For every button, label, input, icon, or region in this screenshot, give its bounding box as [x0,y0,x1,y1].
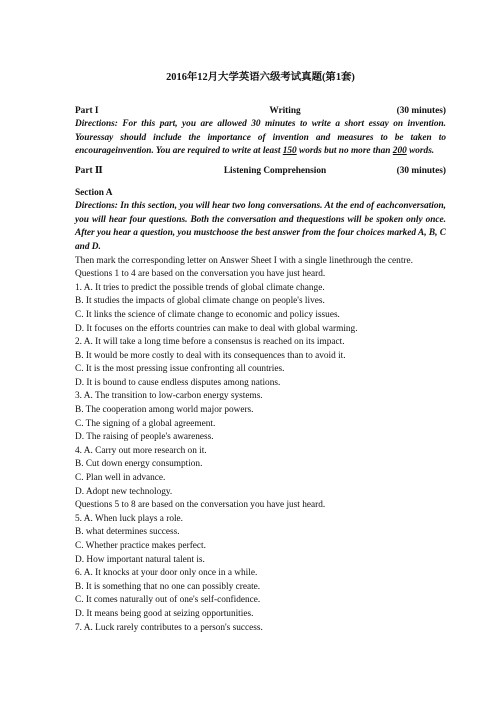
list-item: B. It is something that no one can possibly create. [75,581,261,592]
part1-directions-text-b: words but no more than [296,146,393,157]
part2-header [75,165,446,179]
part1-directions [75,118,446,159]
list-item: D. How important natural talent is. [75,554,205,565]
list-item: B. Cut down energy consumption. [75,459,203,470]
part1-directions-label: Directions: [75,119,118,130]
list-item: 6. A. It knocks at your door only once in a while. [75,568,258,579]
section-a-heading: Section A [75,187,113,198]
section-a-directions [75,200,446,254]
list-item: D. It means being good at seizing opportunities. [75,608,254,619]
list-item: C. It comes naturally out of one's self-confidence. [75,595,261,606]
list-item: B. The cooperation among world major powers. [75,405,254,416]
list-item: Questions 5 to 8 are based on the conversation you have just heard. [75,500,326,511]
list-item: B. It studies the impacts of global climate change on people's lives. [75,296,325,307]
list-item: D. The raising of people's awareness. [75,432,214,443]
part2-time: (30 minutes) [396,165,446,176]
list-item: D. It focuses on the efforts countries can make to deal with global warming. [75,323,358,334]
page-title: 2016年12月大学英语六级考试真题(第1套) [166,72,355,83]
part1-name: Writing [269,105,301,116]
part1-label: Part I [75,105,99,116]
list-item: 7. A. Luck rarely contributes to a person's success. [75,622,263,633]
section-a-directions-text: In this section, you will hear two long conversations. At the end of eachconversation, you will hear four questions. Both the conversation and thequestions will be spoken only once. After you hear a question, you mustchoose the best answer from the four choices marked A, B, C and D. [75,201,446,252]
part1-time: (30 minutes) [396,105,446,116]
question-list [75,268,446,635]
section-a-instruction: Then mark the corresponding letter on Answer Sheet I with a single linethrough the centre. [75,255,413,266]
list-item: 5. A. When luck plays a role. [75,513,184,524]
list-item: 2. A. It will take a long time before a consensus is reached on its impact. [75,337,345,348]
list-item: Questions 1 to 4 are based on the conversation you have just heard. [75,269,326,280]
list-item: D. Adopt new technology. [75,486,173,497]
list-item: C. It is the most pressing issue confronting all countries. [75,364,285,375]
list-item: 3. A. The transition to low-carbon energy systems. [75,391,263,402]
part1-directions-text-a: For this part, you are allowed 30 minutes to write a short essay on invention. Youressay should include the importance of invention and measures to be taken to encourageinvention. You are required to write at least [75,119,446,157]
section-a-directions-label: Directions: [75,201,118,212]
part2-label: Part Ⅱ [75,165,103,176]
list-item: C. It links the science of climate change to economic and policy issues. [75,309,340,320]
list-item: C. The signing of a global agreement. [75,418,216,429]
list-item: D. It is bound to cause endless disputes among nations. [75,377,281,388]
document-content [75,71,446,635]
list-item: B. what determines success. [75,527,180,538]
list-item: 1. A. It tries to predict the possible trends of global climate change. [75,282,325,293]
list-item: 4. A. Carry out more research on it. [75,445,207,456]
list-item: C. Plan well in advance. [75,473,166,484]
max-words: 200 [392,146,407,157]
part1-directions-text-c: words. [406,146,435,157]
list-item: C. Whether practice makes perfect. [75,541,206,551]
list-item: B. It would be more costly to deal with its consequences than to avoid it. [75,350,346,361]
min-words: 150 [282,146,297,157]
part2-name: Listening Comprehension [223,165,327,176]
part1-header [75,105,446,119]
